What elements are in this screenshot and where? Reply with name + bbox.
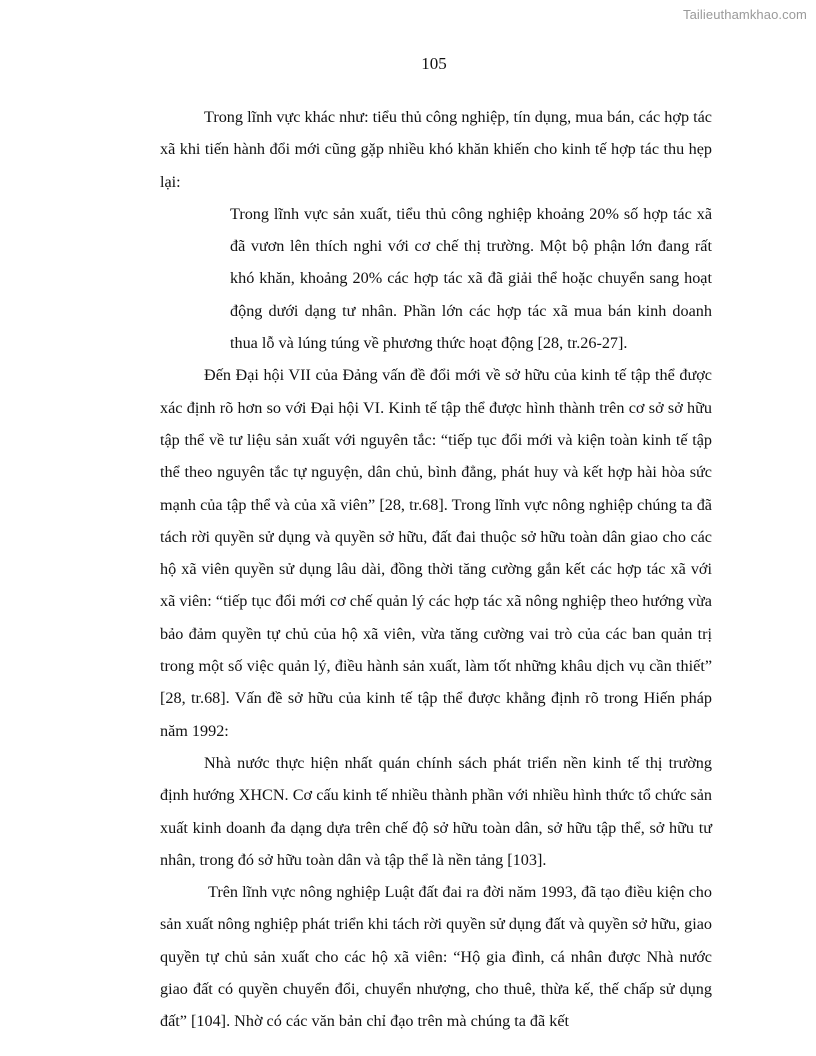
block-quote-cooperatives: Trong lĩnh vực sản xuất, tiểu thủ công nghiệp khoảng 20% số hợp tác xã đã vươn lên thích nghi với cơ chế thị trường. Một bộ phận lớn đang rất khó khăn, khoảng 20% các hợp tác xã đã giải thể hoặc chuyển sang hoạt động dưới dạng tư nhân. Phần lớn các hợp tác xã mua bán kinh doanh thua lỗ và lúng túng về phương thức hoạt động [28, tr.26-27]. (230, 204, 712, 353)
watermark-text: Tailieuthamkhao.com (682, 7, 807, 22)
paragraph-land-law: Trên lĩnh vực nông nghiệp Luật đất đai ra đời năm 1993, đã tạo điều kiện cho sản xuất nông nghiệp phát triển khi tách rời quyền sử dụng đất và quyền sở hữu, giao quyền tự chủ sản xuất cho các hộ xã viên: “Hộ gia đình, cá nhân được Nhà nước giao đất có quyền chuyển đổi, chuyển nhượng, cho thuê, thừa kế, thế chấp sử dụng đất” [104]. Nhờ có các văn bản chỉ đạo trên mà chúng ta đã kết (160, 883, 712, 1031)
paragraph-constitution-quote: Nhà nước thực hiện nhất quán chính sách phát triển nền kinh tế thị trường định hướng XHCN. Cơ cấu kinh tế nhiều thành phần với nhiều hình thức tổ chức sản xuất kinh doanh đa dạng dựa trên chế độ sở hữu toàn dân, sở hữu tập thể, sở hữu tư nhân, trong đó sở hữu toàn dân và tập thể là nền tảng [103]. (160, 753, 712, 869)
paragraph-party-congress: Đến Đại hội VII của Đảng vấn đề đổi mới về sở hữu của kinh tế tập thể được xác định rõ hơn so với Đại hội VI. Kinh tế tập thể được hình thành trên cơ sở sở hữu tập thể về tư liệu sản xuất với nguyên tắc: “tiếp tục đổi mới và kiện toàn kinh tế tập thể theo nguyên tắc tự nguyện, dân chủ, bình đẳng, phát huy và kết hợp hài hòa sức mạnh của tập thể và của xã viên” [28, tr.68]. Trong lĩnh vực nông nghiệp chúng ta đã tách rời quyền sử dụng và quyền sở hữu, đất đai thuộc sở hữu toàn dân giao cho các hộ xã viên quyền sử dụng lâu dài, đồng thời tăng cường gắn kết các hợp tác xã với xã viên: “tiếp tục đổi mới cơ chế quản lý các hợp tác xã nông nghiệp theo hướng vừa bảo đảm quyền tự chủ của hộ xã viên, vừa tăng cường vai trò của các ban quản trị trong một số việc quản lý, điều hành sản xuất, làm tốt những khâu dịch vụ cần thiết” [28, tr.68]. Vấn đề sở hữu của kinh tế tập thể được khẳng định rõ trong Hiến pháp năm 1992: (160, 366, 712, 740)
document-body (160, 101, 712, 1038)
page-number: 105 (421, 54, 447, 73)
paragraph-intro: Trong lĩnh vực khác như: tiểu thủ công nghiệp, tín dụng, mua bán, các hợp tác xã khi tiến hành đổi mới cũng gặp nhiều khó khăn khiến cho kinh tế hợp tác thu hẹp lại: (160, 108, 712, 191)
